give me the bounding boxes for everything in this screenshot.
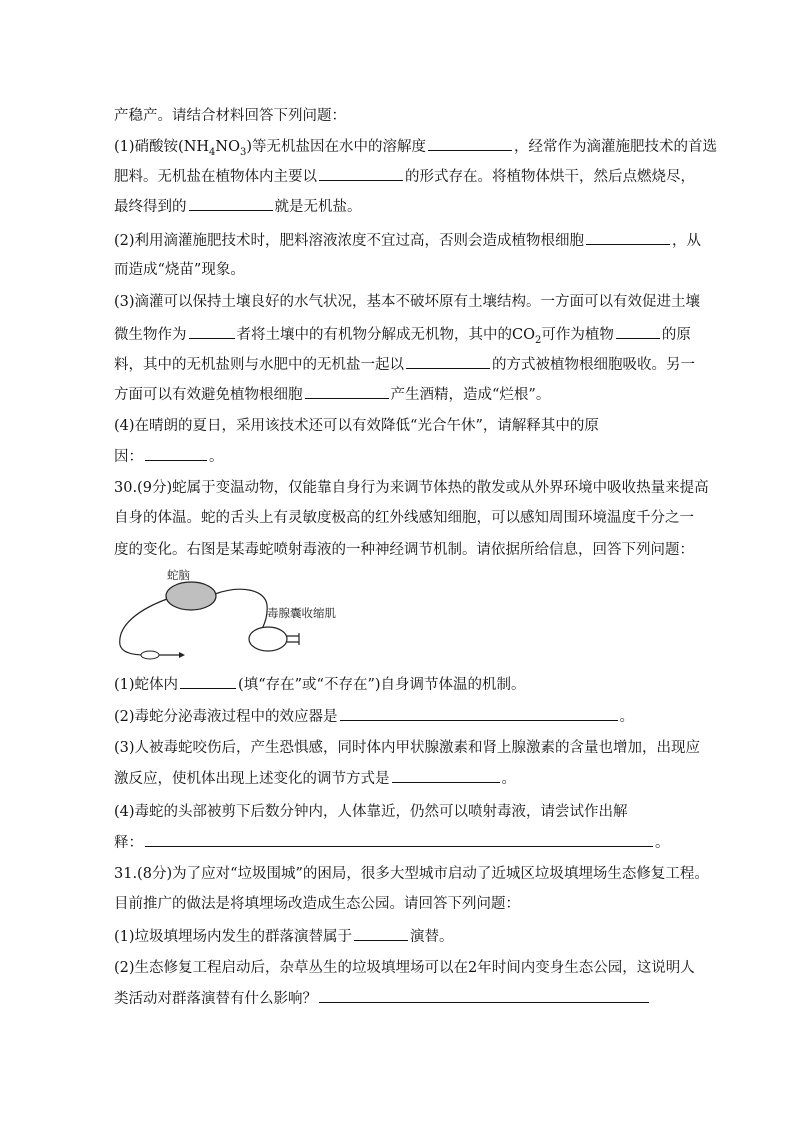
answer-blank[interactable]: [319, 988, 649, 1003]
text-line: 自身的体温。蛇的舌头上有灵敏度极高的红外线感知细胞，可以感知周围环境温度千分之一: [114, 510, 694, 526]
answer-blank[interactable]: [145, 832, 653, 847]
text-line: 最终得到的 就是无机盐。: [114, 196, 682, 217]
text-line: (1)蛇体内 (填“存在”或“不存在”)自身调节体温的机制。: [114, 674, 682, 695]
text-line: 产稳产。请结合材料回答下列问题：: [114, 108, 346, 124]
answer-blank[interactable]: [189, 324, 235, 339]
answer-blank[interactable]: [406, 354, 490, 369]
text-line: (3)滴灌可以保持土壤良好的水气状况，基本不破坏原有土壤结构。一方面可以有效促进土壤: [114, 294, 701, 310]
answer-blank[interactable]: [340, 706, 618, 721]
text-line: (1)硝酸铵$(NH_4NO_3)$等无机盐因在水中的溶解度 ，经常作为滴灌施肥技术的首选: [114, 136, 682, 163]
text-line: (2)生态修复工程启动后，杂草丛生的垃圾填埋场可以在2年时间内变身生态公园，这说明人: [114, 960, 695, 976]
efferent-nerve: [215, 589, 267, 629]
answer-blank[interactable]: [319, 166, 403, 181]
answer-blank[interactable]: [305, 384, 389, 399]
text-line: 目前推广的做法是将填埋场改造成生态公园。请回答下列问题：: [114, 896, 520, 912]
text-line: 激反应，使机体出现上述变化的调节方式是 。: [114, 768, 682, 789]
text-line: 30.(9分)蛇属于变温动物，仅能靠自身行为来调节体热的散发或从外界环境中吸收热量来提高: [114, 480, 709, 496]
text-line: (1)垃圾填埋场内发生的群落演替属于 演替。: [114, 926, 682, 947]
text-line: 肥料。无机盐在植物体内主要以 的形式存在。将植物体烘干，然后点燃烧尽，: [114, 166, 682, 187]
text-line: (4)在晴朗的夏日，采用该技术还可以有效降低“光合午休”，请解释其中的原: [114, 418, 599, 434]
text-line: (4)毒蛇的头部被剪下后数分钟内，人体靠近，仍然可以喷射毒液，请尝试作出解: [114, 804, 628, 820]
text-line: 而造成“烧苗”现象。: [114, 262, 245, 278]
text-line: 释： 。: [114, 832, 682, 853]
brain-shape: [166, 582, 216, 610]
afferent-nerve: [120, 599, 167, 655]
brain-label: 蛇脑: [167, 568, 190, 582]
answer-blank[interactable]: [189, 196, 273, 211]
text-line: 类活动对群落演替有什么影响？: [114, 988, 682, 1009]
receptor-shape: [141, 651, 159, 659]
answer-blank[interactable]: [180, 674, 236, 689]
text-line: 因： 。: [114, 446, 682, 467]
muscle-label: 毒腺囊收缩肌: [267, 606, 336, 620]
text-line: 方面可以有效避免植物根细胞 产生酒精，造成“烂根”。: [114, 384, 682, 405]
answer-blank[interactable]: [616, 324, 660, 339]
venom-gland-shape: [249, 627, 287, 651]
snake-nerve-diagram: [115, 567, 347, 667]
answer-blank[interactable]: [145, 446, 207, 461]
answer-blank[interactable]: [354, 926, 408, 941]
text-line: (2)毒蛇分泌毒液过程中的效应器是 。: [114, 706, 682, 727]
venom-duct: [287, 633, 299, 645]
text-line: (3)人被毒蛇咬伤后，产生恐惧感，同时体内甲状腺激素和肾上腺激素的含量也增加，出现应: [114, 740, 701, 756]
answer-blank[interactable]: [428, 136, 512, 151]
text-line: 微生物作为 者将土壤中的有机物分解成无机物，其中的$CO_2$可作为植物 的原: [114, 324, 682, 351]
arrow-head: [179, 652, 185, 658]
text-line: (2)利用滴灌施肥技术时，肥料溶液浓度不宜过高，否则会造成植物根细胞 ，从: [114, 230, 682, 251]
text-line: 31.(8分)为了应对“垃圾围城”的困局，很多大型城市启动了近城区垃圾填埋场生态修复工程。: [114, 866, 709, 882]
text-line: 料，其中的无机盐则与水肥中的无机盐一起以 的方式被植物根细胞吸收。另一: [114, 354, 682, 375]
answer-blank[interactable]: [586, 230, 670, 245]
answer-blank[interactable]: [392, 768, 500, 783]
text-line: 度的变化。右图是某毒蛇喷射毒液的一种神经调节机制。请依据所给信息，回答下列问题：: [114, 542, 694, 558]
